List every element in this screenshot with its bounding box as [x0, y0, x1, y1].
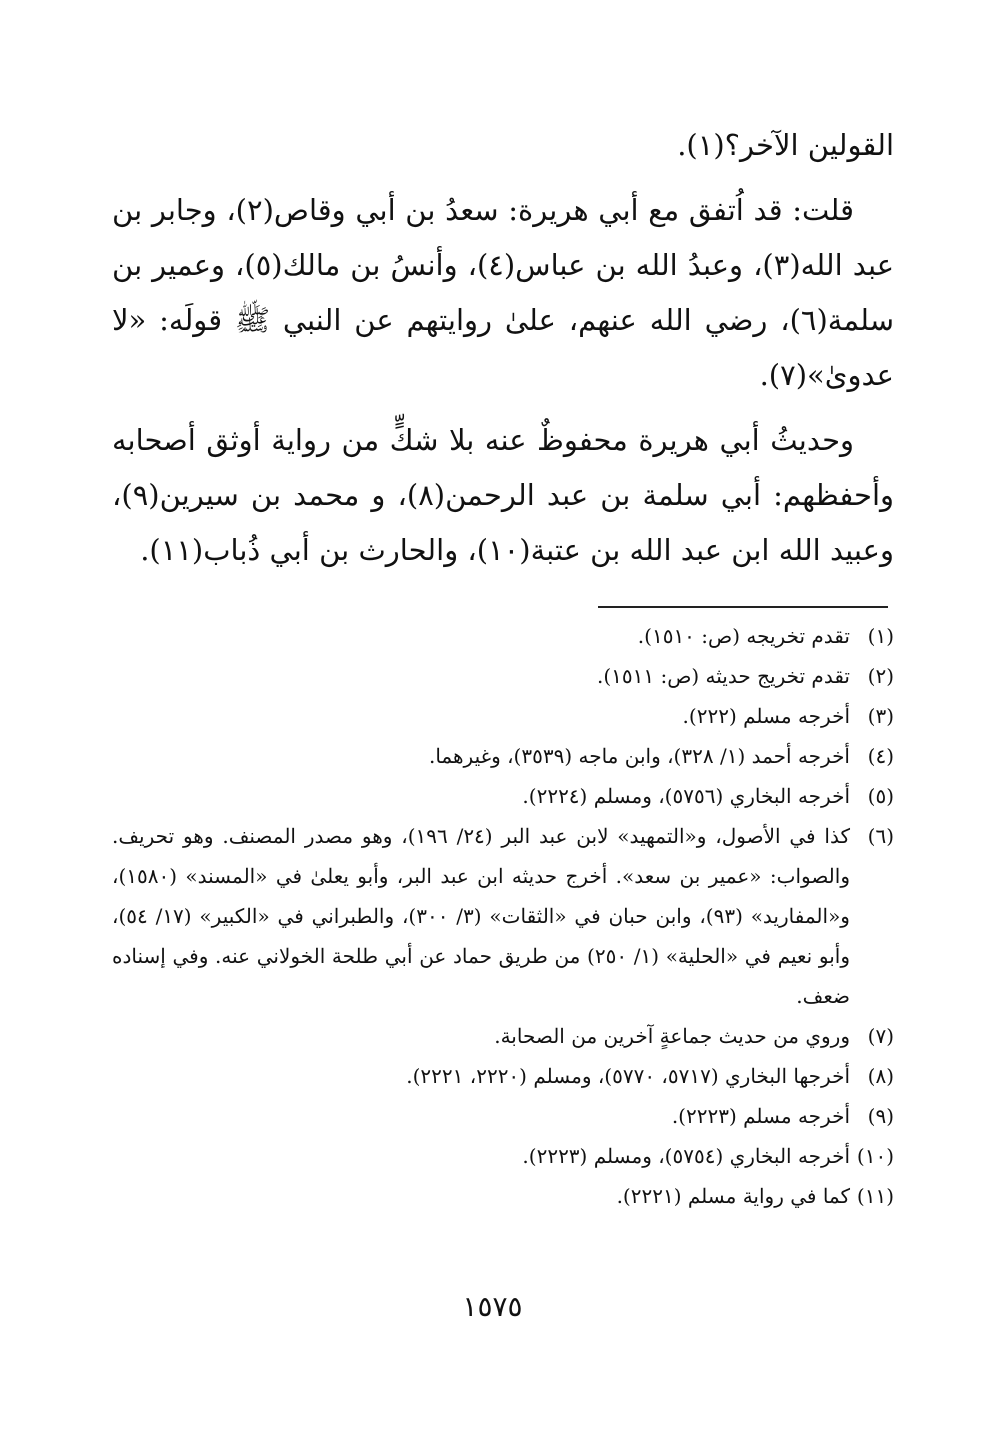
paragraph: وحديثُ أبي هريرة محفوظٌ عنه بلا شكٍّ من رواية أوثق أصحابه وأحفظهم: أبي سلمة بن عبد الرحمن(٨)، و محمد بن سيرين(٩)، وعبيد الله ابن عبد الله بن عتبة(١٠)، والحارث بن أبي ذُباب(١١).: [112, 423, 895, 567]
footnote-number: (٧): [867, 1024, 894, 1048]
footnotes: [112, 616, 894, 1216]
footnote: [112, 816, 894, 1016]
footnote-number: (٦): [867, 824, 894, 848]
footnote-number: (١١): [856, 1184, 894, 1208]
footnote-separator: [598, 606, 888, 608]
footnote: [112, 696, 894, 736]
footnote: [112, 1016, 894, 1056]
footnote-number: (٩): [867, 1104, 894, 1128]
footnote-text: أخرجه البخاري (٥٧٥٤)، ومسلم (٢٢٢٣).: [522, 1144, 850, 1168]
footnote: [112, 1136, 894, 1176]
footnote-number: (١): [867, 624, 894, 648]
footnote: [112, 1056, 894, 1096]
footnote-text: كذا في الأصول، و«التمهيد» لابن عبد البر (٢٤/ ١٩٦)، وهو مصدر المصنف. وهو تحريف. والصواب: «عمير بن سعد». أخرج حديثه ابن عبد البر، وأبو يعلىٰ في «المسند» (١٥٨٠)، و«المفاريد» (٩٣)، وابن حبان في «الثقات» (٣/ ٣٠٠)، والطبراني في «الكبير» (١٧/ ٥٤)، وأبو نعيم في «الحلية» (١/ ٢٥٠) من طريق حماد عن أبي طلحة الخولاني عنه. وفي إسناده ضعف.: [112, 824, 851, 1008]
footnote: [112, 1096, 894, 1136]
paragraph: قلت: قد اُتفق مع أبي هريرة: سعدُ بن أبي وقاص(٢)، وجابر بن عبد الله(٣)، وعبدُ الله بن عباس(٤)، وأنسُ بن مالك(٥)، وعمير بن سلمة(٦)، رضي الله عنهم، علىٰ روايتهم عن النبي ﷺ قولَه: «لا عدوىٰ»(٧).: [112, 193, 894, 392]
footnote-text: تقدم تخريجه (ص: ١٥١٠).: [637, 624, 850, 648]
footnote: [112, 1176, 894, 1216]
footnote: [112, 776, 894, 816]
footnote-text: أخرجها البخاري (٥٧١٧، ٥٧٧٠)، ومسلم (٢٢٢٠، ٢٢٢١).: [406, 1064, 850, 1088]
footnote-number: (٣): [867, 704, 894, 728]
footnote-text: أخرجه مسلم (٢٢٢٣).: [671, 1104, 850, 1128]
footnote-text: أخرجه أحمد (١/ ٣٢٨)، وابن ماجه (٣٥٣٩)، وغيرهما.: [428, 744, 850, 768]
footnote-text: أخرجه البخاري (٥٧٥٦)، ومسلم (٢٢٢٤).: [522, 784, 850, 808]
footnote-number: (٤): [867, 744, 894, 768]
footnote-text: تقدم تخريج حديثه (ص: ١٥١١).: [596, 664, 850, 688]
footnote-number: (٨): [867, 1064, 894, 1088]
page-number: ١٥٧٥: [462, 1290, 523, 1323]
footnote-text: كما في رواية مسلم (٢٢٢١).: [616, 1184, 850, 1208]
footnote-text: أخرجه مسلم (٢٢٢).: [682, 704, 850, 728]
footnote: [112, 736, 894, 776]
footnote: [112, 616, 894, 656]
main-text: [112, 118, 894, 588]
footnote-number: (٢): [867, 664, 894, 688]
footnote-number: (٥): [867, 784, 894, 808]
footnote-number: (١٠): [856, 1144, 894, 1168]
footnote: [112, 656, 894, 696]
footnote-text: وروي من حديث جماعةٍ آخرين من الصحابة.: [494, 1024, 850, 1048]
paragraph-continuation: القولين الآخر؟(١).: [677, 128, 894, 162]
